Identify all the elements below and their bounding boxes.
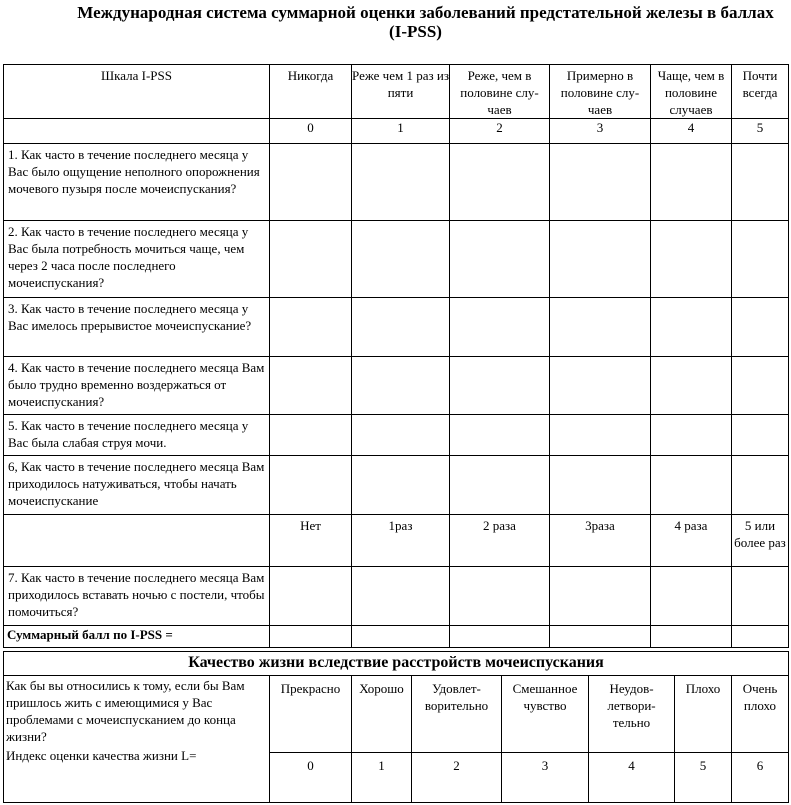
qol-option-2: Удовлет-ворительно [412, 676, 502, 753]
answer-cell[interactable] [550, 567, 651, 626]
nocturia-answer-4: 4 раза [651, 515, 732, 567]
qol-heading: Качество жизни вследствие расстройств мочеиспускания [4, 652, 789, 676]
answer-cell[interactable] [732, 415, 789, 456]
answer-cell[interactable] [550, 415, 651, 456]
answer-cell[interactable] [270, 357, 352, 415]
answer-cell[interactable] [270, 221, 352, 298]
answer-cell[interactable] [270, 298, 352, 357]
nocturia-row-blank [4, 515, 270, 567]
answer-cell[interactable] [352, 415, 450, 456]
qol-score-2[interactable]: 2 [412, 753, 502, 803]
answer-cell[interactable] [352, 456, 450, 515]
title-line-1: Международная система суммарной оценки заболеваний предстательной железы в баллах [77, 3, 774, 22]
qol-score-0[interactable]: 0 [270, 753, 352, 803]
qol-option-0: Прекрасно [270, 676, 352, 753]
answer-header-3: Примерно в половине слу-чаев [550, 65, 651, 119]
qol-option-6: Очень плохо [732, 676, 789, 753]
nocturia-answer-0: Нет [270, 515, 352, 567]
answer-cell[interactable] [450, 144, 550, 221]
answer-header-5: Почти всегда [732, 65, 789, 119]
answer-cell[interactable] [352, 567, 450, 626]
nocturia-answer-3: 3раза [550, 515, 651, 567]
answer-cell[interactable] [550, 221, 651, 298]
qol-option-1: Хорошо [352, 676, 412, 753]
answer-cell[interactable] [550, 298, 651, 357]
answer-cell[interactable] [651, 298, 732, 357]
total-cell[interactable] [550, 626, 651, 648]
qol-index-label: Индекс оценки качества жизни L= [6, 748, 197, 763]
title-line-2: (I-PSS) [389, 22, 442, 41]
qol-score-6[interactable]: 6 [732, 753, 789, 803]
answer-cell[interactable] [352, 144, 450, 221]
qol-question-text: Как бы вы относились к тому, если бы Вам пришлось жить с имеющимися у Вас проблемами с мочеиспусканием до конца жизни? [6, 678, 245, 744]
question-2: 2. Как часто в течение последнего месяца у Вас была потребность мочиться чаще, чем через 2 часа после последнего мочеиспускания? [4, 221, 270, 298]
answer-score-1: 1 [352, 119, 450, 144]
answer-cell[interactable] [732, 357, 789, 415]
answer-cell[interactable] [732, 144, 789, 221]
answer-cell[interactable] [450, 567, 550, 626]
answer-cell[interactable] [450, 298, 550, 357]
question-7: 7. Как часто в течение последнего месяца Вам приходилось вставать ночью с постели, чтобы помочиться? [4, 567, 270, 626]
answer-score-4: 4 [651, 119, 732, 144]
total-cell[interactable] [651, 626, 732, 648]
question-5: 5. Как часто в течение последнего месяца у Вас была слабая струя мочи. [4, 415, 270, 456]
total-cell[interactable] [450, 626, 550, 648]
qol-question [4, 676, 270, 803]
qol-option-4: Неудов-летвори-тельно [589, 676, 675, 753]
scale-header: Шкала I-PSS [4, 65, 270, 119]
answer-cell[interactable] [732, 221, 789, 298]
answer-header-2: Реже, чем в половине слу-чаев [450, 65, 550, 119]
answer-cell[interactable] [651, 456, 732, 515]
answer-cell[interactable] [550, 144, 651, 221]
total-cell[interactable] [732, 626, 789, 648]
question-1: 1. Как часто в течение последнего месяца у Вас было ощущение неполного опорожнения мочевого пузыря после мочеиспускания? [4, 144, 270, 221]
question-3: 3. Как часто в течение последнего месяца у Вас имелось прерывистое мочеиспускание? [4, 298, 270, 357]
nocturia-answer-1: 1раз [352, 515, 450, 567]
answer-cell[interactable] [450, 415, 550, 456]
question-6: 6, Как часто в течение последнего месяца Вам приходилось натуживаться, чтобы начать мочеиспускание [4, 456, 270, 515]
answer-cell[interactable] [732, 456, 789, 515]
score-row-blank [4, 119, 270, 144]
answer-cell[interactable] [352, 357, 450, 415]
answer-cell[interactable] [651, 357, 732, 415]
answer-cell[interactable] [270, 456, 352, 515]
answer-cell[interactable] [352, 298, 450, 357]
answer-cell[interactable] [270, 144, 352, 221]
answer-cell[interactable] [450, 221, 550, 298]
answer-header-0: Никогда [270, 65, 352, 119]
quality-of-life-table [3, 651, 789, 803]
answer-score-3: 3 [550, 119, 651, 144]
total-cell[interactable] [270, 626, 352, 648]
nocturia-answer-5: 5 или более раз [732, 515, 789, 567]
answer-cell[interactable] [550, 456, 651, 515]
total-cell[interactable] [352, 626, 450, 648]
answer-cell[interactable] [270, 567, 352, 626]
answer-cell[interactable] [550, 357, 651, 415]
document-title [0, 3, 791, 41]
answer-score-2: 2 [450, 119, 550, 144]
qol-option-3: Смешанное чувство [502, 676, 589, 753]
answer-cell[interactable] [450, 357, 550, 415]
qol-score-5[interactable]: 5 [675, 753, 732, 803]
question-4: 4. Как часто в течение последнего месяца Вам было трудно временно воздержаться от мочеиспускания? [4, 357, 270, 415]
answer-cell[interactable] [732, 567, 789, 626]
answer-cell[interactable] [450, 456, 550, 515]
ipss-table [3, 64, 789, 648]
answer-cell[interactable] [651, 415, 732, 456]
qol-score-3[interactable]: 3 [502, 753, 589, 803]
total-score-label: Суммарный балл по I-PSS = [4, 626, 270, 648]
qol-score-1[interactable]: 1 [352, 753, 412, 803]
answer-header-1: Реже чем 1 раз из пяти [352, 65, 450, 119]
answer-score-5: 5 [732, 119, 789, 144]
answer-cell[interactable] [651, 567, 732, 626]
nocturia-answer-2: 2 раза [450, 515, 550, 567]
answer-cell[interactable] [352, 221, 450, 298]
answer-cell[interactable] [651, 144, 732, 221]
qol-option-5: Плохо [675, 676, 732, 753]
answer-cell[interactable] [270, 415, 352, 456]
qol-score-4[interactable]: 4 [589, 753, 675, 803]
answer-header-4: Чаще, чем в половине случаев [651, 65, 732, 119]
answer-cell[interactable] [732, 298, 789, 357]
answer-score-0: 0 [270, 119, 352, 144]
answer-cell[interactable] [651, 221, 732, 298]
